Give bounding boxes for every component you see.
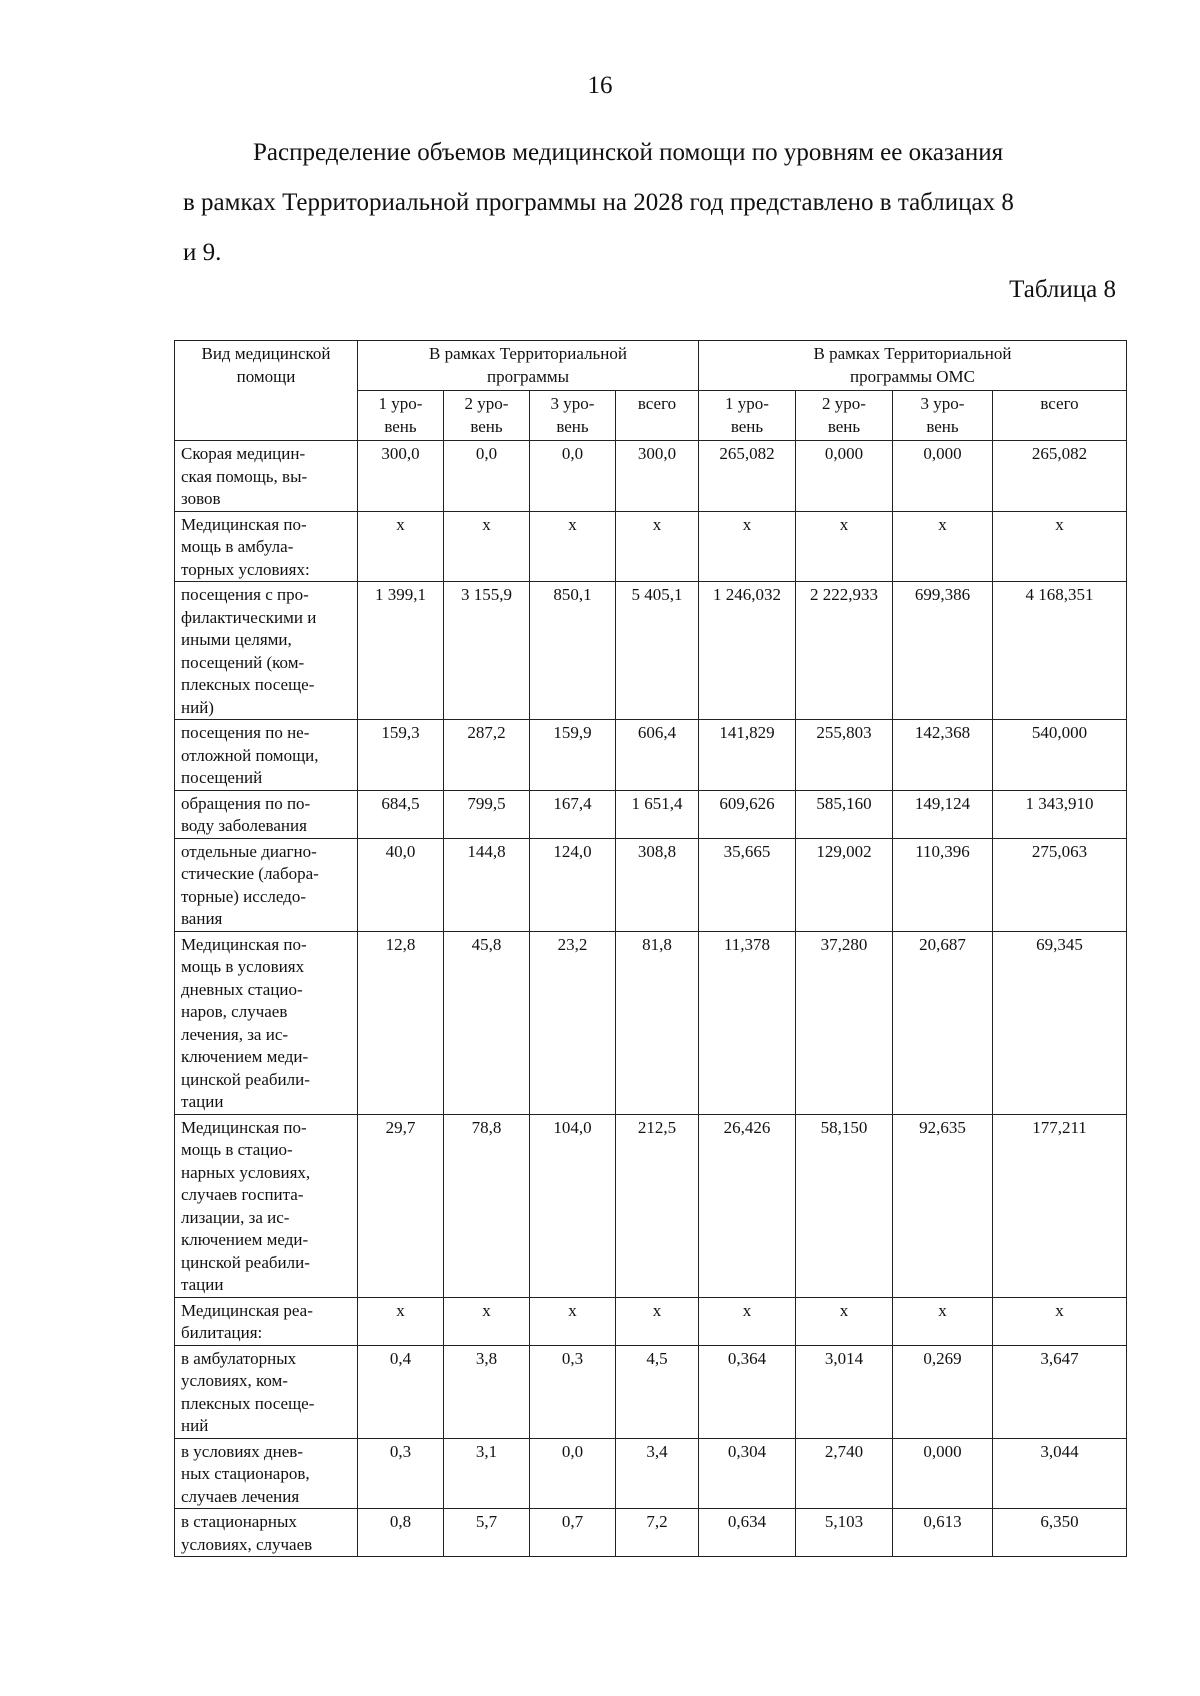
value-cell: 35,665: [699, 838, 796, 931]
value-cell: 3,044: [993, 1438, 1127, 1509]
value-cell: 142,368: [893, 720, 993, 791]
row-label: Медицинская реа- билитация:: [175, 1297, 358, 1345]
value-cell: 850,1: [530, 582, 616, 720]
row-label: посещения по не- отложной помощи, посещений: [175, 720, 358, 791]
value-cell: 0,7: [530, 1509, 616, 1557]
value-cell: 0,304: [699, 1438, 796, 1509]
value-cell: 0,0: [530, 1438, 616, 1509]
value-cell: 6,350: [993, 1509, 1127, 1557]
value-cell: 45,8: [444, 931, 530, 1114]
value-cell: 3 155,9: [444, 582, 530, 720]
value-cell: 159,9: [530, 720, 616, 791]
subheader-level-1: 1 уро- вень: [358, 391, 444, 441]
value-cell: 684,5: [358, 790, 444, 838]
value-cell: 5,103: [796, 1509, 893, 1557]
value-cell: 1 651,4: [616, 790, 699, 838]
value-cell: 4,5: [616, 1345, 699, 1438]
value-cell: 129,002: [796, 838, 893, 931]
value-cell: 0,269: [893, 1345, 993, 1438]
row-label: посещения с про- филактическими и иными целями, посещений (ком- плексных посеще- ний): [175, 582, 358, 720]
table-row: [175, 582, 1127, 720]
table-row: [175, 511, 1127, 582]
row-label: в амбулаторных условиях, ком- плексных посеще- ний: [175, 1345, 358, 1438]
page-number: 16: [587, 72, 613, 99]
value-cell: х: [796, 1297, 893, 1345]
value-cell: 0,613: [893, 1509, 993, 1557]
value-cell: 81,8: [616, 931, 699, 1114]
value-cell: 7,2: [616, 1509, 699, 1557]
value-cell: 0,3: [530, 1345, 616, 1438]
value-cell: 212,5: [616, 1114, 699, 1297]
value-cell: х: [358, 1297, 444, 1345]
table-row: [175, 1438, 1127, 1509]
table-row: [175, 931, 1127, 1114]
value-cell: 300,0: [616, 441, 699, 512]
subheader-oms-level-1: 1 уро- вень: [699, 391, 796, 441]
table-row: [175, 1114, 1127, 1297]
value-cell: 265,082: [993, 441, 1127, 512]
intro-line: и 9.: [183, 239, 222, 266]
value-cell: 0,364: [699, 1345, 796, 1438]
subheader-total: всего: [616, 391, 699, 441]
subheader-level-3: 3 уро- вень: [530, 391, 616, 441]
value-cell: 4 168,351: [993, 582, 1127, 720]
value-cell: 149,124: [893, 790, 993, 838]
value-cell: х: [616, 511, 699, 582]
value-cell: х: [699, 1297, 796, 1345]
value-cell: 1 246,032: [699, 582, 796, 720]
value-cell: 265,082: [699, 441, 796, 512]
value-cell: 78,8: [444, 1114, 530, 1297]
row-label: в стационарных условиях, случаев: [175, 1509, 358, 1557]
value-cell: 540,000: [993, 720, 1127, 791]
value-cell: х: [444, 511, 530, 582]
value-cell: х: [796, 511, 893, 582]
value-cell: х: [530, 511, 616, 582]
value-cell: 177,211: [993, 1114, 1127, 1297]
value-cell: 799,5: [444, 790, 530, 838]
value-cell: 2 222,933: [796, 582, 893, 720]
header-oms-program: В рамках Территориальной программы ОМС: [699, 341, 1127, 391]
intro-line: Распределение объемов медицинской помощи по уровням ее оказания: [253, 139, 1004, 166]
value-cell: х: [530, 1297, 616, 1345]
row-label: отдельные диагно- стические (лабора- торные) исследо- вания: [175, 838, 358, 931]
subheader-level-2: 2 уро- вень: [444, 391, 530, 441]
value-cell: 606,4: [616, 720, 699, 791]
value-cell: 0,4: [358, 1345, 444, 1438]
value-cell: 275,063: [993, 838, 1127, 931]
table-row: [175, 720, 1127, 791]
value-cell: 124,0: [530, 838, 616, 931]
value-cell: 0,000: [796, 441, 893, 512]
value-cell: 0,3: [358, 1438, 444, 1509]
value-cell: 29,7: [358, 1114, 444, 1297]
value-cell: х: [993, 1297, 1127, 1345]
table-title: Таблица 8: [1009, 276, 1116, 303]
header-territorial-program: В рамках Территориальной программы: [358, 341, 699, 391]
value-cell: 141,829: [699, 720, 796, 791]
value-cell: 699,386: [893, 582, 993, 720]
value-cell: 287,2: [444, 720, 530, 791]
value-cell: 5,7: [444, 1509, 530, 1557]
value-cell: 3,1: [444, 1438, 530, 1509]
value-cell: 0,0: [444, 441, 530, 512]
value-cell: 3,014: [796, 1345, 893, 1438]
value-cell: 1 343,910: [993, 790, 1127, 838]
value-cell: 12,8: [358, 931, 444, 1114]
value-cell: 58,150: [796, 1114, 893, 1297]
value-cell: 0,0: [530, 441, 616, 512]
row-label: Медицинская по- мощь в стацио- нарных условиях, случаев госпита- лизации, за ис- ключением меди- цинской реабили- тации: [175, 1114, 358, 1297]
value-cell: 1 399,1: [358, 582, 444, 720]
value-cell: 69,345: [993, 931, 1127, 1114]
value-cell: 110,396: [893, 838, 993, 931]
volumes-table: [174, 340, 1127, 1557]
table-row: [175, 1345, 1127, 1438]
value-cell: х: [444, 1297, 530, 1345]
table-row: [175, 790, 1127, 838]
value-cell: 26,426: [699, 1114, 796, 1297]
value-cell: 3,8: [444, 1345, 530, 1438]
value-cell: 585,160: [796, 790, 893, 838]
header-care-type: Вид медицинской помощи: [175, 341, 358, 441]
value-cell: х: [993, 511, 1127, 582]
table-row: [175, 1509, 1127, 1557]
value-cell: 0,000: [893, 441, 993, 512]
value-cell: 255,803: [796, 720, 893, 791]
value-cell: 609,626: [699, 790, 796, 838]
subheader-oms-level-3: 3 уро- вень: [893, 391, 993, 441]
subheader-oms-total: всего: [993, 391, 1127, 441]
value-cell: х: [358, 511, 444, 582]
value-cell: 40,0: [358, 838, 444, 931]
row-label: Медицинская по- мощь в амбула- торных условиях:: [175, 511, 358, 582]
value-cell: 37,280: [796, 931, 893, 1114]
table-row: [175, 441, 1127, 512]
value-cell: х: [699, 511, 796, 582]
value-cell: 159,3: [358, 720, 444, 791]
table-row: [175, 838, 1127, 931]
value-cell: 104,0: [530, 1114, 616, 1297]
table-header-row: [175, 341, 1127, 391]
value-cell: х: [893, 1297, 993, 1345]
value-cell: 92,635: [893, 1114, 993, 1297]
intro-paragraph: [183, 128, 1123, 278]
subheader-oms-level-2: 2 уро- вень: [796, 391, 893, 441]
value-cell: 3,647: [993, 1345, 1127, 1438]
value-cell: 2,740: [796, 1438, 893, 1509]
value-cell: 5 405,1: [616, 582, 699, 720]
value-cell: 0,000: [893, 1438, 993, 1509]
value-cell: 300,0: [358, 441, 444, 512]
value-cell: 308,8: [616, 838, 699, 931]
row-label: Медицинская по- мощь в условиях дневных стацио- наров, случаев лечения, за ис- ключением меди- цинской реабили- тации: [175, 931, 358, 1114]
row-label: обращения по по- воду заболевания: [175, 790, 358, 838]
value-cell: 20,687: [893, 931, 993, 1114]
value-cell: 144,8: [444, 838, 530, 931]
value-cell: 23,2: [530, 931, 616, 1114]
value-cell: х: [893, 511, 993, 582]
intro-line: в рамках Территориальной программы на 2028 год представлено в таблицах 8: [183, 189, 1014, 216]
value-cell: 0,8: [358, 1509, 444, 1557]
value-cell: 3,4: [616, 1438, 699, 1509]
row-label: в условиях днев- ных стационаров, случаев лечения: [175, 1438, 358, 1509]
value-cell: х: [616, 1297, 699, 1345]
row-label: Скорая медицин- ская помощь, вы- зовов: [175, 441, 358, 512]
value-cell: 11,378: [699, 931, 796, 1114]
value-cell: 0,634: [699, 1509, 796, 1557]
value-cell: 167,4: [530, 790, 616, 838]
table-row: [175, 1297, 1127, 1345]
